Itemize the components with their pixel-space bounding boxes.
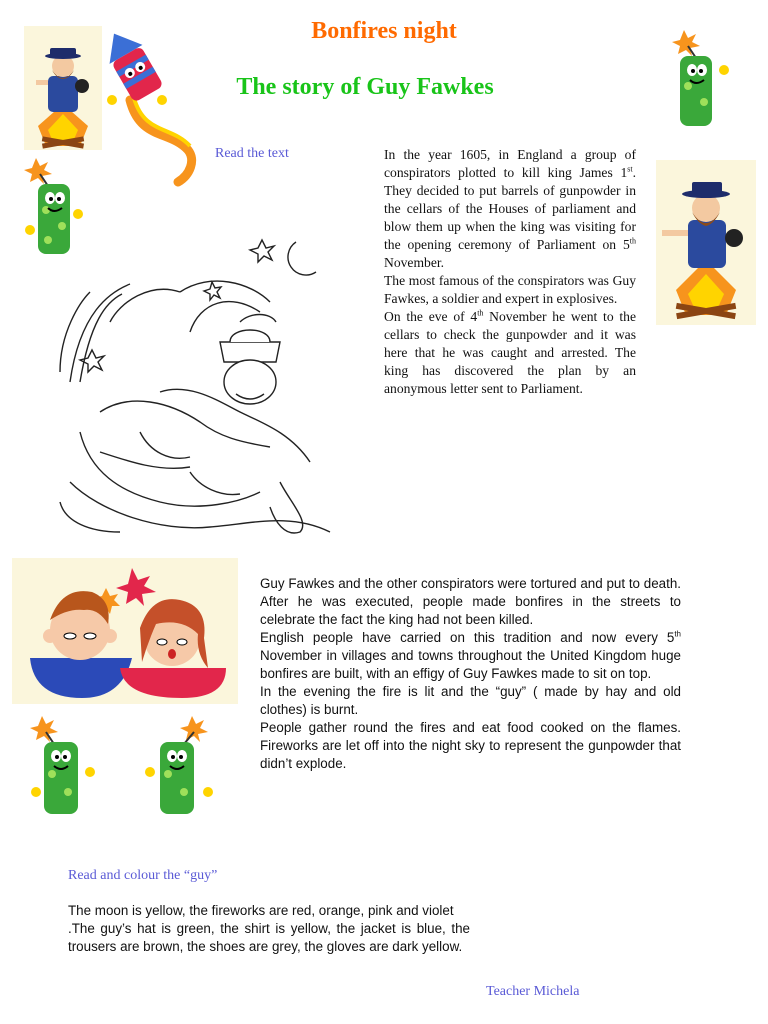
signature: Teacher Michela <box>486 984 580 999</box>
read-the-text-label: Read the text <box>215 146 289 161</box>
story2-paragraph-2: English people have carried on this tradition and now every 5th November in villages and towns throughout the United Kingdom huge bonfires are built, with an effigy of Guy Fawkes made to sit on top. <box>260 629 681 681</box>
guy-coloring-drawing <box>40 232 340 552</box>
firecracker-character-bottom-right <box>138 712 218 822</box>
firecracker-character-bottom-left <box>28 712 108 822</box>
children-clipart <box>12 558 238 704</box>
story2-paragraph-4: People gather round the fires and eat food cooked on the flames. Fireworks are let off into the night sky to represent the gunpowder that didn’t explode. <box>260 720 681 771</box>
story2-paragraph-3: In the evening the fire is lit and the “guy” ( made by hay and old clothes) is burnt. <box>260 684 681 717</box>
page-title: Bonfires night <box>311 18 457 44</box>
colour-instruction-line-1: The moon is yellow, the fireworks are red, orange, pink and violet <box>68 903 454 918</box>
colour-instruction-label: Read and colour the “guy” <box>68 868 218 883</box>
rocket-firework-clipart <box>100 30 200 190</box>
guy-fawkes-clipart-topleft <box>24 26 102 150</box>
story-text-block-1 <box>384 146 636 398</box>
story-paragraph-3: On the eve of 4th November he went to the cellars to check the gunpowder and it was here that he was caught and arrested. The king has discovered the plan by an anonymous letter sent to Parliament. <box>384 308 636 396</box>
story2-paragraph-1: Guy Fawkes and the other conspirators were tortured and put to death. After he was executed, people made bonfires in the streets to celebrate the fact the king had not been killed. <box>260 576 681 627</box>
story-text-block-2 <box>260 575 681 773</box>
firecracker-character-topright <box>670 26 740 136</box>
page-subtitle: The story of Guy Fawkes <box>236 74 494 100</box>
story-paragraph-2: The most famous of the conspirators was Guy Fawkes, a soldier and expert in explosives. <box>384 273 636 306</box>
story-paragraph-1: In the year 1605, in England a group of conspirators plotted to kill king James 1st. They decided to put barrels of gunpowder in the cellars of the Houses of parliament and blow them up when the king was visiting for the opening ceremony of Parliament on 5th November. <box>384 147 636 270</box>
colour-instruction-line-2: .The guy’s hat is green, the shirt is yellow, the jacket is blue, the trousers are brown, the shoes are grey, the gloves are dark yellow. <box>68 921 470 954</box>
colour-instructions <box>68 902 470 956</box>
guy-fawkes-clipart-right <box>656 160 756 325</box>
